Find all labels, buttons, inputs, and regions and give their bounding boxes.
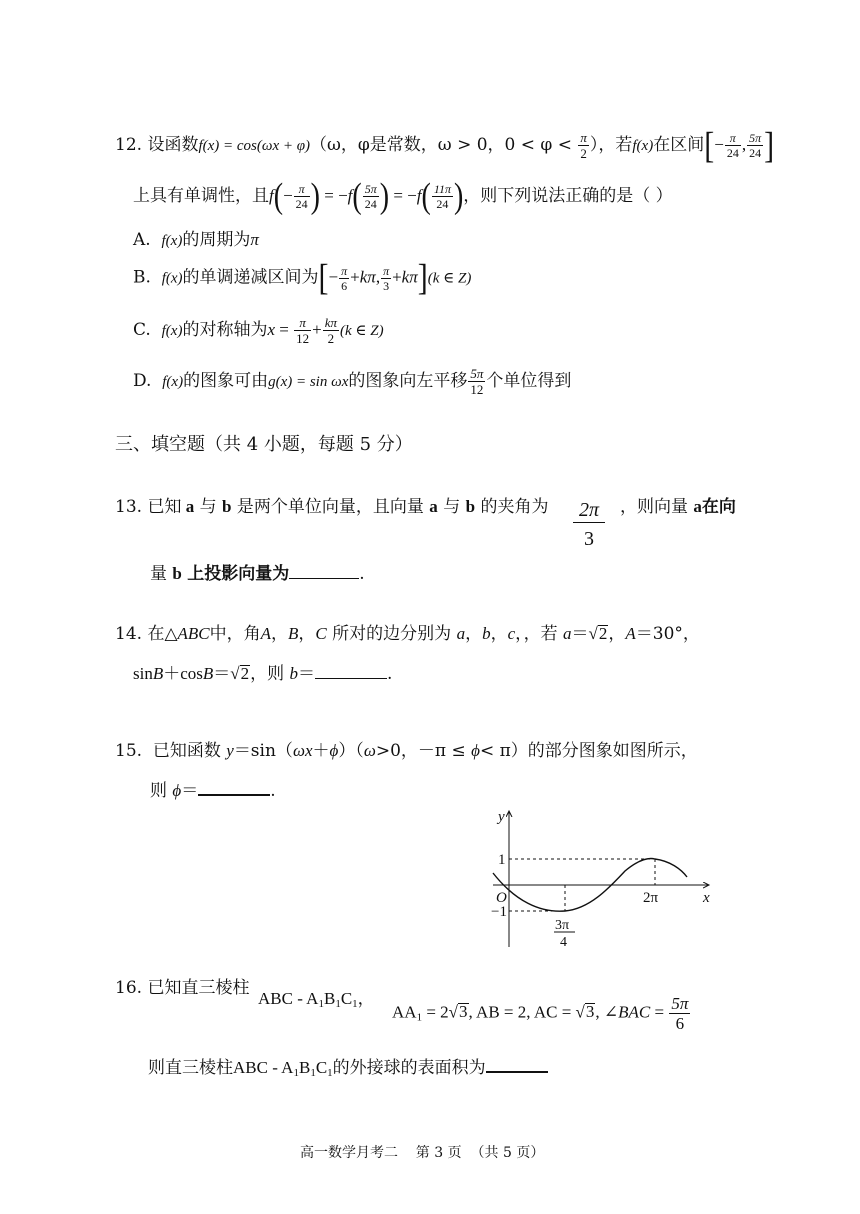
q16-answer-blank[interactable] [486,1071,548,1073]
q12-option-c-label: C. [133,320,151,340]
page-footer: 高一数学月考二 第 3 页 （共 5 页） [300,1145,545,1161]
q13-number: 13. [115,497,143,517]
q14-sqrt2: 2 [598,624,608,643]
q12-option-d-text2: 的图象向左平移 [348,371,468,391]
q12-intro: 设函数 [147,135,199,155]
tick-1: 1 [498,852,506,868]
q14-t2: 中，角 [209,624,261,644]
q13-line1: 13. 已知 a 与 b 是两个单位向量，且向量 a 与 b 的夹角为 [115,497,549,517]
q12-option-d [133,367,571,396]
tick-3pi-num: 3π [555,918,570,933]
tick-3pi-den: 4 [560,935,567,950]
q12-line2: 上具有单调性，且f(− $\frac{\pi}{24}$ ) = −f( $\frac{5\pi}{24}$ ) = −f( $\frac{11\pi}{24}$ )，则下列说法正确的是（ ） [133,175,673,216]
q14-t6: ，则 [250,664,285,684]
q12-interval-right: $\frac{5\pi}{24}$ [749,131,762,160]
q14-number: 14. [115,624,143,644]
q13-t8: 上投影向量为 [187,564,290,583]
q16-line1 [115,976,249,1000]
q15-line2: 则 ϕ＝ . [150,781,276,801]
q12-cond1: $\frac{\pi}{24}$ [295,182,308,211]
q12-option-a-label: A. [133,230,151,250]
q12-option-c: C. f(x)的对称轴为x = $\frac{\pi}{12}$ + $\frac{k\pi}{2}$ (k ∈ Z) [133,315,384,346]
q12-option-b-right: $\frac{\pi}{3}$ [383,263,390,293]
q16-t3: 的外接球的表面积为 [332,1058,486,1078]
q12-option-d-g: g(x) = sin ωx [268,374,349,390]
q12-option-d-text3: 个单位得到 [486,371,572,391]
q13-t3: 是两个单位向量，且向量 [236,497,424,517]
q16-t2: 则直三棱柱 [148,1058,233,1078]
y-axis-label: y [498,809,505,825]
q15-answer-blank[interactable] [198,794,270,796]
q12-option-a-text: 的周期为 [182,230,251,250]
q15-graph [485,805,720,955]
q14-t3: 所对的边分别为 [332,624,452,644]
q12-option-a [133,228,259,253]
q13-vec-a: a [185,497,195,516]
q12-number: 12. [115,135,143,155]
q12-option-c-kz: (k ∈ Z) [339,323,384,339]
q12-interval-rbracket: ] [764,124,775,166]
q15-number: 15. [115,741,143,761]
q12-option-b-text: 的单调递减区间为 [182,267,319,288]
q13-t2: 与 [199,497,217,517]
q12-option-c-text: 的对称轴为 [182,320,268,340]
tick-neg1: −1 [491,904,507,920]
q14-answer-blank[interactable] [315,678,387,679]
q13-vec-b: b [222,497,232,516]
q12-option-b-label: B. [133,267,151,288]
q15-t6: < π）的部分图象如图所示， [479,741,698,761]
x-axis-label: x [703,890,710,906]
q12-line2-b: ，则下列说法正确的是（ ） [463,186,673,206]
q12-fx: f(x) [632,138,654,154]
q13-t6: 在向 [701,497,736,516]
q12-option-d-label: D. [133,371,152,391]
q14-triangle: ABC [177,624,210,643]
q16-number: 16. [115,978,143,998]
q14-t5: ＝30°， [635,624,700,644]
q12-option-b-left: $\frac{\pi}{6}$ [341,263,348,293]
q12-option-a-fx: f(x) [161,233,183,249]
q12-option-d-text1: 的图象可由 [183,371,269,391]
q16-t1: 已知直三棱柱 [147,978,250,998]
q12-option-b: B. f(x)的单调递减区间为[− $\frac{\pi}{6}$ +kπ, $\frac{\pi}{3}$ +kπ](k ∈ Z) [133,256,472,298]
q12-option-c-frac2: $\frac{k\pi}{2}$ [324,315,337,346]
q14-line2: sinB＋cosB＝√2，则 b＝ . [133,664,393,684]
q12-interval-left: $\frac{\pi}{24}$ [726,131,739,160]
q12-cond3: $\frac{11\pi}{24}$ [433,182,451,211]
q13-line1-end: ，则向量 a在向 [620,497,736,517]
q12-interval-lbracket: [ [704,124,715,166]
q12-option-c-fx: f(x) [161,323,183,339]
q16-line2: 则直三棱柱ABC - $A_1B_1C_1$的外接球的表面积为 [148,1056,548,1085]
q12-line1: 12. 设函数f(x) = cos(ωx + φ)（ω，φ是常数，ω > 0，0 < φ < $\frac{\pi}{2}$ ），若f(x)在区间[− $\frac{\pi}{24}$ , $\frac{5\pi}{24}$ ] [115,124,775,166]
q13-t5: ，则向量 [620,497,688,517]
q12-cond2: $\frac{5\pi}{24}$ [364,182,377,211]
q12-option-c-frac1: $\frac{\pi}{12}$ [296,315,310,346]
q12-option-b-fx: f(x) [161,270,183,287]
q13-angle-frac: $\frac{2\pi}{3}$ [572,500,606,549]
origin-label: O [496,890,507,906]
q12-const-note: （ω，φ是常数，ω > 0，0 < φ < [310,135,578,155]
q12-close-note: ），若 [589,135,633,155]
q14-t1: 在△ [147,624,178,644]
q14-t4: ，若 [523,624,558,644]
section-3-title: 三、填空题（共 4 小题，每题 5 分） [115,434,413,455]
q14-line1: 14. 在△ABC中，角A，B，C 所对的边分别为 a，b，c，，若 a＝√2，A＝30°， [115,624,700,644]
q16-prism: ABC - $A_1B_1C_1$， [258,989,375,1010]
q12-in-interval: 在区间 [653,135,705,155]
q13-t7: 量 [150,564,167,584]
q12-option-d-shift: $\frac{5\pi}{12}$ [470,366,484,397]
q12-line2-a: 上具有单调性，且 [133,186,269,206]
q13-t1: 已知 [147,497,182,517]
q13-line2: 量 b 上投影向量为 . [150,564,365,584]
q16-angle-frac: $\frac{5\pi}{6}$ [671,994,689,1033]
q15-t1: 已知函数 [152,741,221,761]
q15-line1: 15. 已知函数 y＝sin（ωx＋ϕ）（ω>0，－π ≤ ϕ< π）的部分图象如图所示， [115,741,698,761]
q12-option-a-pi: π [250,230,259,249]
q12-option-b-kz: (k ∈ Z) [427,270,472,287]
q12-func-def: f(x) = cos(ωx + φ) [198,138,311,154]
tick-2pi: 2π [643,890,659,906]
q13-answer-blank[interactable] [289,578,359,579]
q16-conditions: $AA_1 = 2√3$, AB = 2, AC = √3, ∠BAC = $\frac{5\pi}{6}$ [392,994,689,1033]
q13-t4: 的夹角为 [480,497,549,517]
q12-option-d-fx: f(x) [162,374,184,390]
q12-pi-over-2: $\frac{\pi}{2}$ [580,130,587,161]
